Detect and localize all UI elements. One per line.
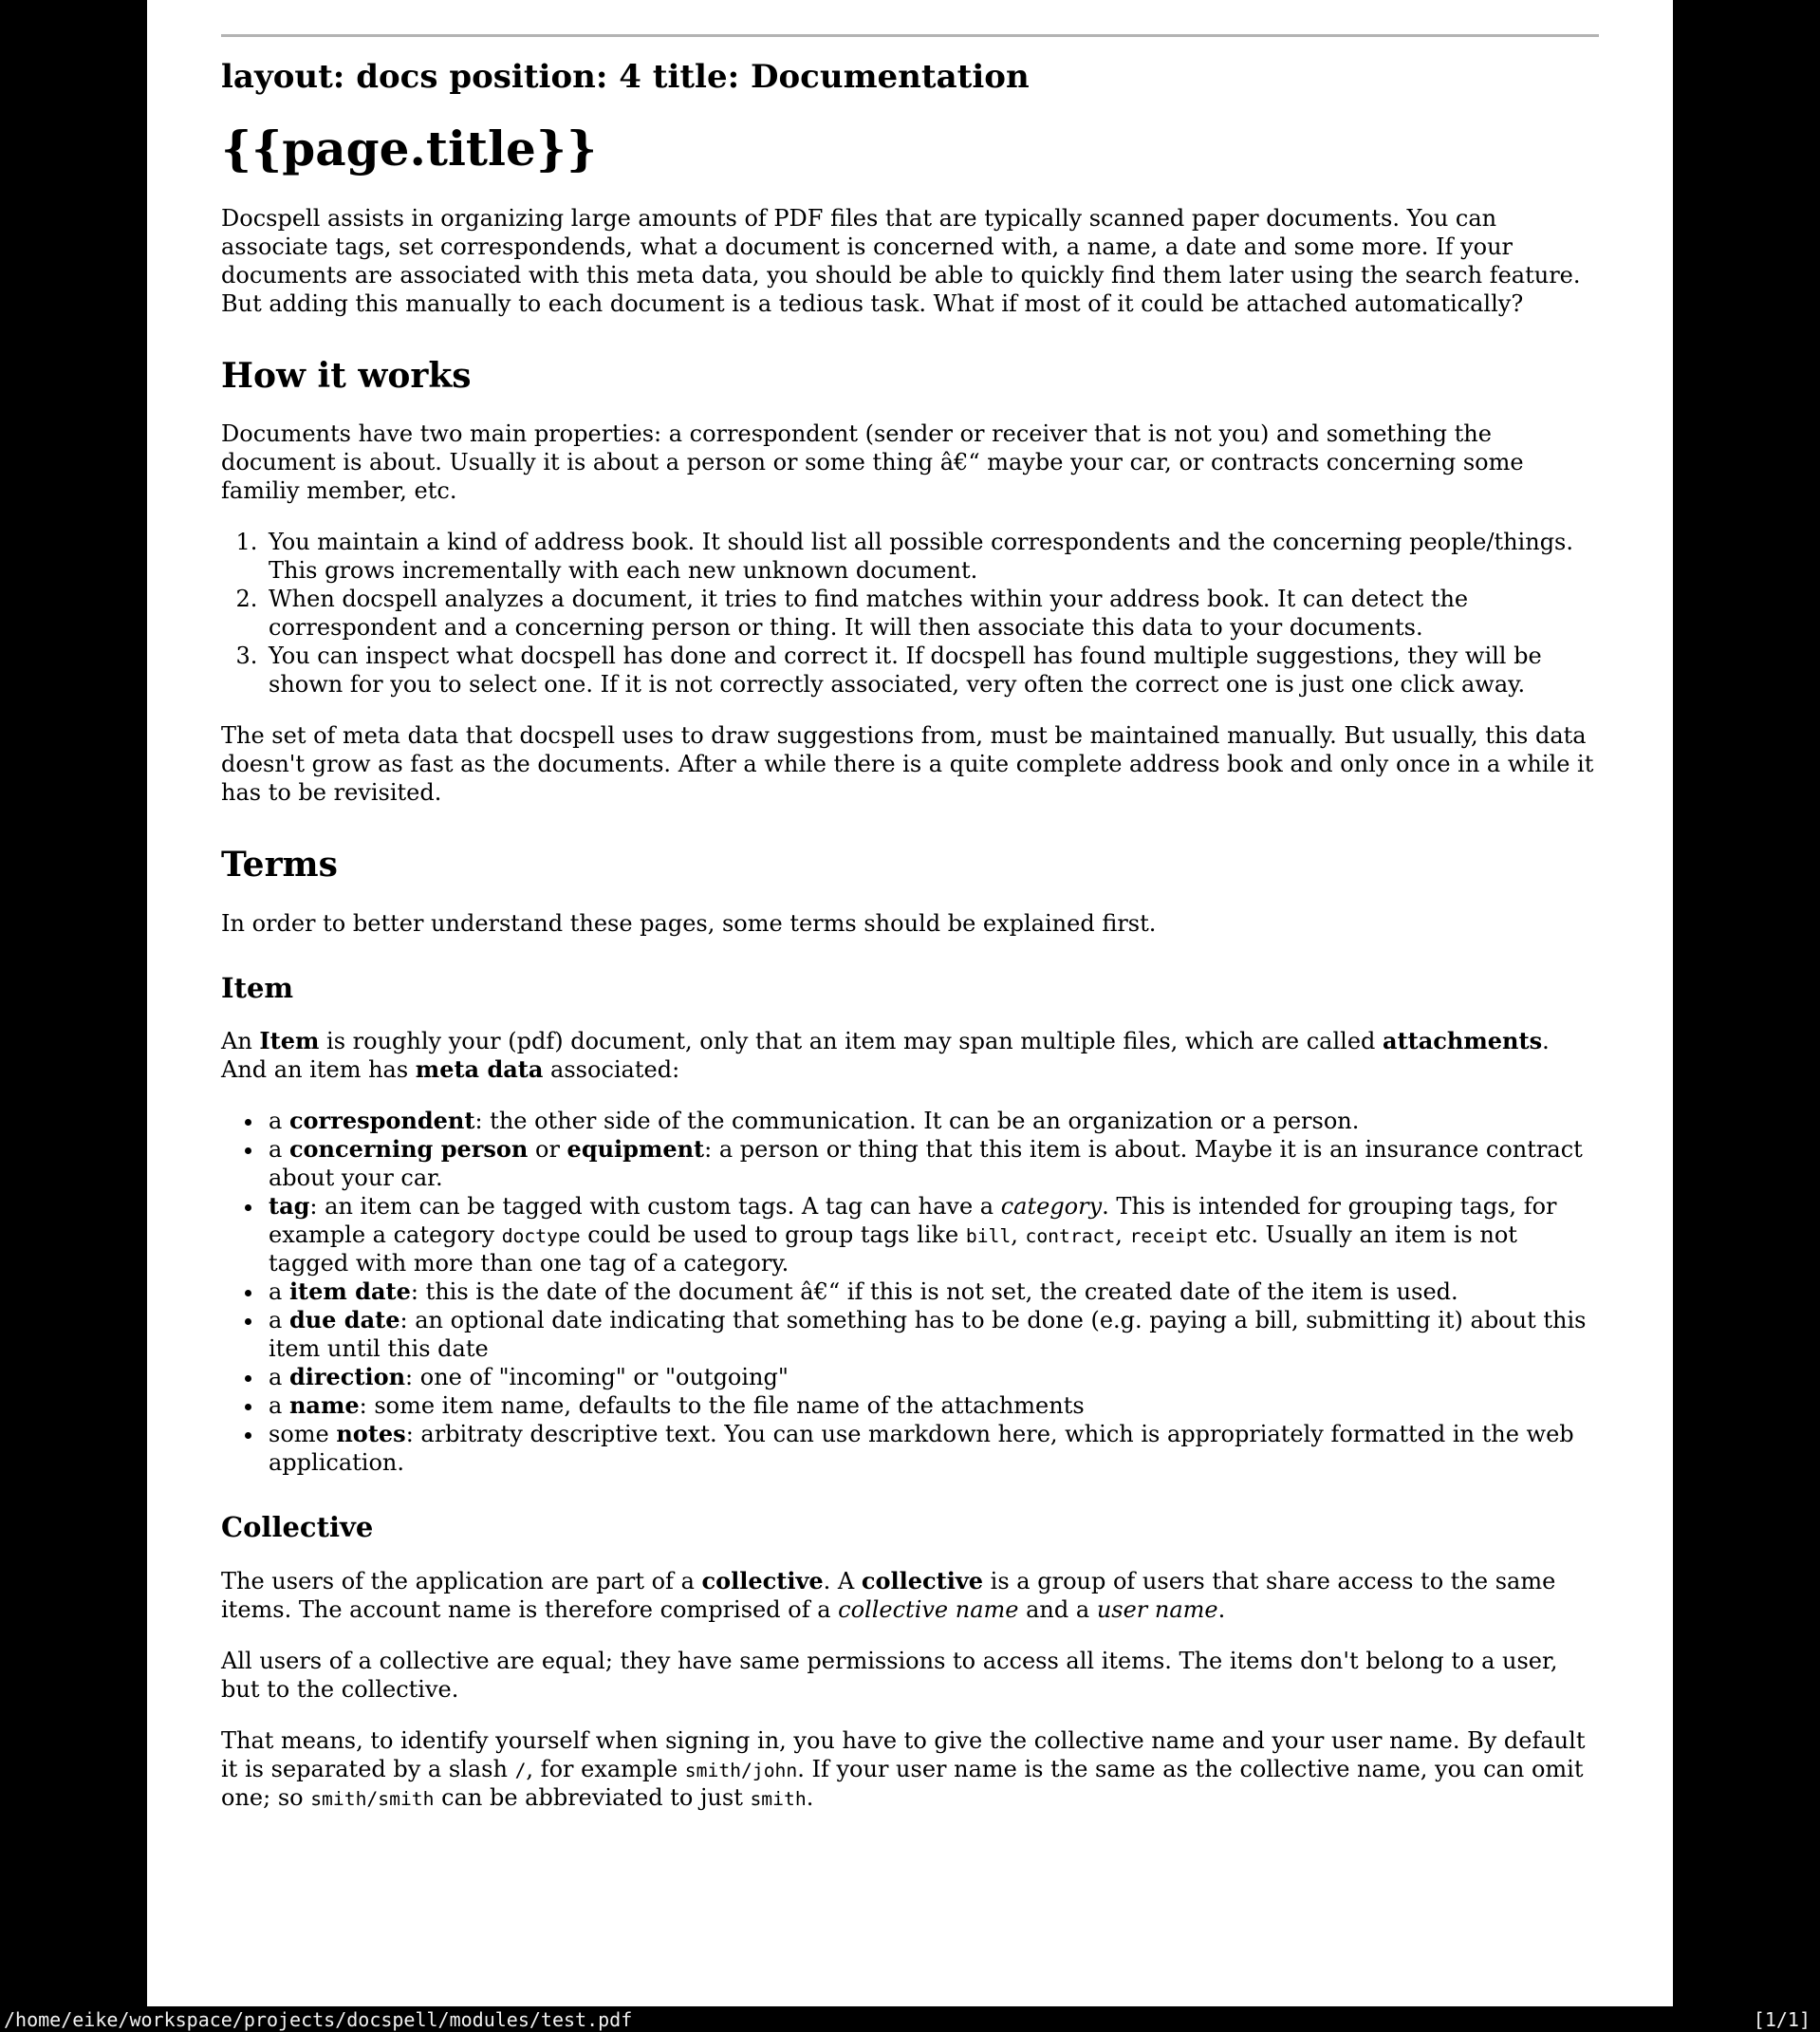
- intro-paragraph: Docspell assists in organizing large amounts of PDF files that are typically scanned paper documents. You can associate tags, set correspondends, what a document is concerned with, a name, a date and some more. If your documents are associated with this meta data, you should be able to quickly find them later using the search feature. But adding this manually to each document is a tedious task. What if most of it could be attached automatically?: [221, 205, 1581, 318]
- text-run: and a: [1018, 1596, 1097, 1624]
- bold-text: due date: [288, 1306, 400, 1334]
- text-run: : arbitraty descriptive text. You can use markdown here, which is appropriately formatted in the web application.: [269, 1421, 1574, 1477]
- frontmatter-heading: layout: docs position: 4 title: Documentation: [221, 58, 1030, 96]
- text-run: some: [269, 1421, 337, 1448]
- how-it-works-paragraph: Documents have two main properties: a correspondent (sender or receiver that is not you) and something the document is about. Usually it is about a person or some thing â€“ maybe your car, or contracts concerning some familiy member, etc.: [221, 420, 1524, 505]
- text-run: The users of the application are part of a: [221, 1568, 702, 1595]
- inline-code: smith/smith: [310, 1788, 435, 1811]
- list-item-tag: [265, 1192, 1599, 1277]
- italic-text: collective name: [838, 1596, 1019, 1624]
- text-run: is a group of users that share access to the same items. The account name is therefore comprised of a: [221, 1568, 1556, 1624]
- collective-paragraph-1: [221, 1567, 1599, 1624]
- bold-text: collective: [701, 1567, 824, 1595]
- text-run: An: [221, 1028, 260, 1055]
- inline-code: contract: [1025, 1225, 1116, 1248]
- text-run: : an optional date indicating that something has to be done (e.g. paying a bill, submitting it) about this item until this date: [269, 1307, 1587, 1363]
- inline-code: receipt: [1129, 1225, 1209, 1248]
- text-run: associated:: [543, 1056, 680, 1084]
- bold-text: notes: [336, 1420, 406, 1448]
- bold-text: meta data: [415, 1055, 544, 1084]
- text-run: : one of "incoming" or "outgoing": [405, 1364, 789, 1391]
- statusbar-page-indicator: [1/1]: [1753, 2007, 1811, 2031]
- how-it-works-steps: [221, 528, 1599, 699]
- text-run: or: [528, 1136, 567, 1164]
- bold-text: collective: [861, 1567, 984, 1595]
- text-run: : the other side of the communication. It can be an organization or a person.: [474, 1108, 1360, 1135]
- item-meta-list: [221, 1107, 1599, 1477]
- text-run: a: [269, 1108, 289, 1135]
- inline-code: doctype: [501, 1225, 581, 1248]
- bold-text: attachments: [1383, 1027, 1543, 1055]
- text-run: a: [269, 1278, 289, 1306]
- text-run: . This is intended for grouping tags, for example a category: [269, 1193, 1557, 1249]
- collective-paragraph-3: [221, 1726, 1599, 1812]
- text-run: ,: [1011, 1221, 1026, 1249]
- subsection-heading-collective: Collective: [221, 1511, 374, 1544]
- bold-text: tag: [269, 1192, 310, 1221]
- statusbar: [0, 2006, 1820, 2032]
- item-lead-paragraph: [221, 1027, 1599, 1084]
- italic-text: user name: [1096, 1596, 1218, 1624]
- inline-code: /: [514, 1760, 527, 1782]
- subsection-heading-item: Item: [221, 971, 294, 1004]
- text-run: : some item name, defaults to the file name of the attachments: [359, 1392, 1085, 1420]
- bold-text: item date: [288, 1277, 411, 1306]
- section-heading-how-it-works: How it works: [221, 356, 472, 397]
- inline-code: smith: [750, 1788, 807, 1811]
- frontmatter-divider: [221, 34, 1599, 37]
- step-item-1: 1. You maintain a kind of address book. It should list all possible correspondents and the concerning people/things. This grows incrementally with each new unknown document.: [265, 528, 1599, 585]
- page-title: {{page.title}}: [221, 120, 598, 177]
- step-item-2: 2. When docspell analyzes a document, it tries to find matches within your address book. It can detect the correspondent and a concerning person or thing. It will then associate this data to your documents.: [265, 585, 1599, 642]
- bold-text: concerning person: [288, 1135, 529, 1164]
- list-item-concerning: [265, 1135, 1599, 1192]
- text-run: a: [269, 1364, 289, 1391]
- bold-text: equipment: [566, 1135, 705, 1164]
- text-run: a: [269, 1392, 289, 1420]
- text-run: a: [269, 1136, 289, 1164]
- pdf-page[interactable]: [147, 0, 1673, 2006]
- text-run: etc. Usually an item is not tagged with more than one tag of a category.: [269, 1221, 1517, 1277]
- text-run: : a person or thing that this item is about. Maybe it is an insurance contract about your car.: [269, 1136, 1583, 1192]
- list-item-notes: [265, 1420, 1599, 1477]
- text-run: can be abbreviated to just: [434, 1784, 751, 1812]
- statusbar-file-path: /home/eike/workspace/projects/docspell/modules/test.pdf: [4, 2007, 633, 2031]
- text-run: : this is the date of the document â€“ if this is not set, the created date of the item is used.: [410, 1278, 1458, 1306]
- bold-text: name: [288, 1391, 360, 1420]
- inline-code: smith/john: [684, 1760, 798, 1782]
- bold-text: direction: [288, 1363, 406, 1391]
- list-item-due-date: [265, 1306, 1599, 1363]
- text-run: : an item can be tagged with custom tags. A tag can have a: [309, 1193, 1001, 1221]
- text-run: .: [806, 1784, 814, 1812]
- list-item-name: [265, 1391, 1599, 1420]
- list-item-direction: [265, 1363, 1599, 1391]
- text-run: . If your user name is the same as the collective name, you can omit one; so: [221, 1756, 1584, 1812]
- list-item-item-date: [265, 1277, 1599, 1306]
- text-run: a: [269, 1307, 289, 1334]
- suggestions-paragraph: The set of meta data that docspell uses to draw suggestions from, must be maintained manually. But usually, this data doesn't grow as fast as the documents. After a while there is a quite complete address book and only once in a while it has to be revisited.: [221, 722, 1594, 807]
- collective-paragraph-2: All users of a collective are equal; they have same permissions to access all items. The items don't belong to a user, but to the collective.: [221, 1648, 1558, 1704]
- inline-code: bill: [965, 1225, 1012, 1248]
- text-run: . And an item has: [221, 1028, 1550, 1084]
- document-content: [147, 34, 1673, 1812]
- list-item-correspondent: [265, 1107, 1599, 1135]
- text-run: That means, to identify yourself when signing in, you have to give the collective name and your user name. By default it is separated by a slash: [221, 1727, 1586, 1783]
- text-run: ,: [1115, 1221, 1130, 1249]
- italic-text: category: [1000, 1193, 1103, 1221]
- bold-text: correspondent: [288, 1107, 475, 1135]
- step-item-3: 3. You can inspect what docspell has done and correct it. If docspell has found multiple suggestions, they will be shown for you to select one. If it is not correctly associated, very often the correct one is just one click away.: [265, 642, 1599, 699]
- terms-intro-paragraph: In order to better understand these pages, some terms should be explained first.: [221, 909, 1157, 937]
- text-run: . A: [823, 1568, 862, 1595]
- bold-text: Item: [259, 1027, 320, 1055]
- text-run: .: [1217, 1596, 1226, 1624]
- text-run: is roughly your (pdf) document, only that an item may span multiple files, which are called: [319, 1028, 1384, 1055]
- text-run: , for example: [526, 1756, 685, 1783]
- section-heading-terms: Terms: [221, 845, 338, 886]
- text-run: could be used to group tags like: [580, 1221, 966, 1249]
